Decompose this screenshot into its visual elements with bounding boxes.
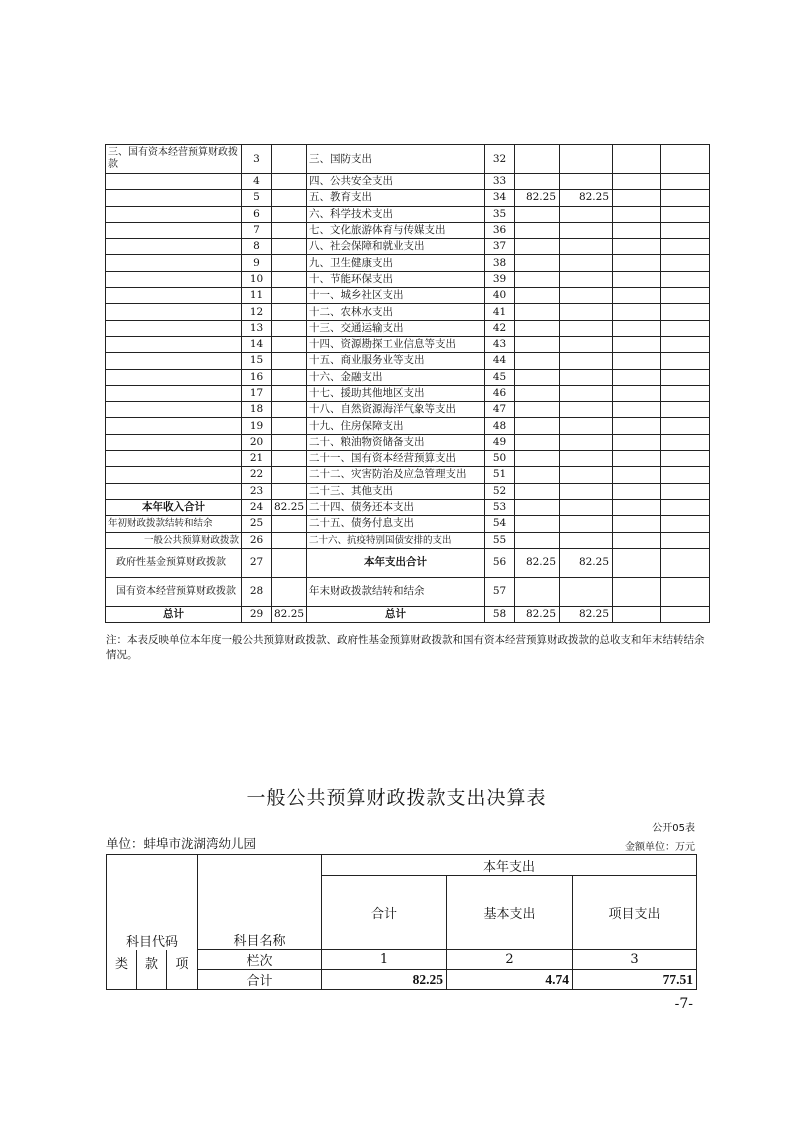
row-number: 57 (485, 577, 515, 606)
table-row (106, 385, 710, 401)
table-row (106, 271, 710, 287)
row-number: 56 (485, 548, 515, 577)
amount-cell: 82.25 (272, 606, 307, 622)
expense-item: 二十三、其他支出 (307, 483, 485, 499)
expense-item: 十六、金融支出 (307, 369, 485, 385)
table-row (106, 353, 710, 369)
income-label: 政府性基金预算财政拨款 (106, 548, 242, 577)
amount-cell (515, 304, 560, 320)
table-code: 公开05表 (652, 823, 695, 834)
amount-unit-label: 金额单位：万元 (625, 842, 695, 853)
expense-item: 十七、援助其他地区支出 (307, 385, 485, 401)
row-number: 44 (485, 353, 515, 369)
amount-cell (515, 434, 560, 450)
table-row (106, 206, 710, 222)
row-number: 23 (242, 483, 272, 499)
table-row (106, 145, 710, 174)
expense-item: 二十、粮油物资储备支出 (307, 434, 485, 450)
table-row (106, 174, 710, 190)
sum-row-label: 合计 (198, 970, 322, 990)
amount-cell (515, 483, 560, 499)
table-row (106, 532, 710, 548)
amount-cell (560, 320, 613, 336)
row-number: 28 (242, 577, 272, 606)
amount-cell (515, 239, 560, 255)
income-label: 三、国有资本经营预算财政拨款 (106, 145, 242, 174)
project-header: 项目支出 (573, 876, 697, 950)
amount-cell: 82.25 (515, 190, 560, 206)
row-number: 58 (485, 606, 515, 622)
table-row (106, 320, 710, 336)
amount-cell: 82.25 (560, 548, 613, 577)
row-number: 45 (485, 369, 515, 385)
row-number: 42 (485, 320, 515, 336)
row-number: 16 (242, 369, 272, 385)
amount-cell (560, 336, 613, 352)
sum-total: 82.25 (322, 970, 447, 990)
amount-cell: 82.25 (560, 190, 613, 206)
expense-item: 三、国防支出 (307, 145, 485, 174)
amount-cell (560, 451, 613, 467)
amount-cell (560, 418, 613, 434)
table-row (106, 369, 710, 385)
kuan-header: 款 (137, 950, 167, 990)
amount-cell (515, 402, 560, 418)
row-number: 20 (242, 434, 272, 450)
table-row (106, 434, 710, 450)
row-number: 13 (242, 320, 272, 336)
amount-cell (560, 434, 613, 450)
amount-cell (515, 271, 560, 287)
amount-cell (560, 174, 613, 190)
amount-cell (515, 451, 560, 467)
amount-cell (560, 206, 613, 222)
amount-cell (560, 402, 613, 418)
expense-item: 八、社会保障和就业支出 (307, 239, 485, 255)
row-number: 5 (242, 190, 272, 206)
table-row (106, 516, 710, 532)
amount-cell (560, 353, 613, 369)
expense-item: 十九、住房保障支出 (307, 418, 485, 434)
row-number: 43 (485, 336, 515, 352)
amount-cell (560, 385, 613, 401)
row-number: 48 (485, 418, 515, 434)
row-number: 29 (242, 606, 272, 622)
subject-name-header: 科目名称 (198, 855, 322, 950)
row-number: 52 (485, 483, 515, 499)
current-year-header: 本年支出 (322, 855, 697, 876)
row-number: 34 (485, 190, 515, 206)
expense-item: 七、文化旅游体育与传媒支出 (307, 222, 485, 238)
amount-cell (515, 385, 560, 401)
table-row (106, 402, 710, 418)
sum-project: 77.51 (573, 970, 697, 990)
row-number: 15 (242, 353, 272, 369)
amount-cell: 82.25 (560, 606, 613, 622)
amount-cell (560, 255, 613, 271)
amount-cell (515, 206, 560, 222)
row-number: 37 (485, 239, 515, 255)
xiang-header: 项 (167, 950, 198, 990)
column-no-label: 栏次 (198, 950, 322, 970)
table-row (106, 190, 710, 206)
subject-code-header: 科目代码 (107, 855, 198, 950)
income-label: 本年收入合计 (106, 499, 242, 515)
row-number: 24 (242, 499, 272, 515)
expense-item: 二十一、国有资本经营预算支出 (307, 451, 485, 467)
row-number: 27 (242, 548, 272, 577)
expense-item: 总计 (307, 606, 485, 622)
column-number: 3 (573, 950, 697, 970)
row-number: 25 (242, 516, 272, 532)
row-number: 36 (485, 222, 515, 238)
row-number: 49 (485, 434, 515, 450)
expense-item: 六、科学技术支出 (307, 206, 485, 222)
row-number: 9 (242, 255, 272, 271)
amount-cell (515, 353, 560, 369)
expense-item: 十五、商业服务业等支出 (307, 353, 485, 369)
expense-item: 九、卫生健康支出 (307, 255, 485, 271)
table-row (106, 467, 710, 483)
row-number: 54 (485, 516, 515, 532)
income-label: 总计 (106, 606, 242, 622)
row-number: 12 (242, 304, 272, 320)
row-number: 38 (485, 255, 515, 271)
amount-cell (560, 483, 613, 499)
expense-item: 五、教育支出 (307, 190, 485, 206)
table-row (106, 239, 710, 255)
amount-cell (515, 336, 560, 352)
expense-item: 年末财政拨款结转和结余 (307, 577, 485, 606)
row-number: 18 (242, 402, 272, 418)
amount-cell (515, 320, 560, 336)
expense-item: 二十六、抗疫特别国债安排的支出 (307, 532, 485, 548)
row-number: 50 (485, 451, 515, 467)
row-number: 19 (242, 418, 272, 434)
general-budget-expense-table (106, 854, 697, 990)
amount-cell (560, 271, 613, 287)
table-row (106, 499, 710, 515)
amount-cell (560, 222, 613, 238)
income-label: 国有资本经营预算财政拨款 (106, 577, 242, 606)
amount-cell (560, 288, 613, 304)
amount-cell (560, 467, 613, 483)
row-number: 53 (485, 499, 515, 515)
row-number: 7 (242, 222, 272, 238)
row-number: 51 (485, 467, 515, 483)
amount-cell: 82.25 (515, 606, 560, 622)
row-number: 8 (242, 239, 272, 255)
expense-item: 十八、自然资源海洋气象等支出 (307, 402, 485, 418)
expense-item: 二十五、债务付息支出 (307, 516, 485, 532)
row-number: 4 (242, 174, 272, 190)
row-number: 10 (242, 271, 272, 287)
row-number: 11 (242, 288, 272, 304)
table-row (106, 304, 710, 320)
row-number: 33 (485, 174, 515, 190)
table-row (106, 451, 710, 467)
amount-cell (515, 255, 560, 271)
amount-cell (560, 304, 613, 320)
expense-item: 十四、资源勘探工业信息等支出 (307, 336, 485, 352)
amount-cell (515, 467, 560, 483)
amount-cell (515, 369, 560, 385)
row-number: 14 (242, 336, 272, 352)
page-number: -7- (674, 996, 693, 1012)
row-number: 21 (242, 451, 272, 467)
row-number: 17 (242, 385, 272, 401)
row-number: 6 (242, 206, 272, 222)
income-label: 一般公共预算财政拨款 (106, 532, 242, 548)
row-number: 47 (485, 402, 515, 418)
table-row (106, 606, 710, 622)
column-number: 2 (447, 950, 573, 970)
row-number: 40 (485, 288, 515, 304)
row-number: 32 (485, 145, 515, 174)
expense-item: 十二、农林水支出 (307, 304, 485, 320)
basic-header: 基本支出 (447, 876, 573, 950)
amount-cell (560, 239, 613, 255)
page-title: 一般公共预算财政拨款支出决算表 (246, 787, 547, 809)
expense-item: 十一、城乡社区支出 (307, 288, 485, 304)
table-row (106, 222, 710, 238)
expense-item: 本年支出合计 (307, 548, 485, 577)
table-row (106, 418, 710, 434)
table-row (106, 577, 710, 606)
expense-item: 二十四、债务还本支出 (307, 499, 485, 515)
row-number: 35 (485, 206, 515, 222)
table-row (106, 548, 710, 577)
amount-cell: 82.25 (272, 499, 307, 515)
table-row (106, 255, 710, 271)
sum-basic: 4.74 (447, 970, 573, 990)
column-number: 1 (322, 950, 447, 970)
table-note: 注：本表反映单位本年度一般公共预算财政拨款、政府性基金预算财政拨款和国有资本经营预算财政拨款的总收支和年末结转结余情况。 (106, 634, 705, 661)
expense-item: 十、节能环保支出 (307, 271, 485, 287)
lei-header: 类 (107, 950, 137, 990)
expense-item: 二十二、灾害防治及应急管理支出 (307, 467, 485, 483)
row-number: 26 (242, 532, 272, 548)
amount-cell (515, 288, 560, 304)
row-number: 3 (242, 145, 272, 174)
amount-cell (515, 418, 560, 434)
expense-item: 十三、交通运输支出 (307, 320, 485, 336)
row-number: 41 (485, 304, 515, 320)
row-number: 55 (485, 532, 515, 548)
table-row (106, 288, 710, 304)
expense-item: 四、公共安全支出 (307, 174, 485, 190)
table-row (106, 336, 710, 352)
total-header: 合计 (322, 876, 447, 950)
amount-cell (560, 369, 613, 385)
amount-cell (515, 222, 560, 238)
table-row (106, 483, 710, 499)
row-number: 46 (485, 385, 515, 401)
row-number: 22 (242, 467, 272, 483)
unit-label: 单位：蚌埠市泷湖湾幼儿园 (106, 836, 257, 851)
income-label: 年初财政拨款结转和结余 (106, 516, 242, 532)
fiscal-income-expense-table (105, 144, 710, 623)
amount-cell: 82.25 (515, 548, 560, 577)
row-number: 39 (485, 271, 515, 287)
amount-cell (515, 174, 560, 190)
